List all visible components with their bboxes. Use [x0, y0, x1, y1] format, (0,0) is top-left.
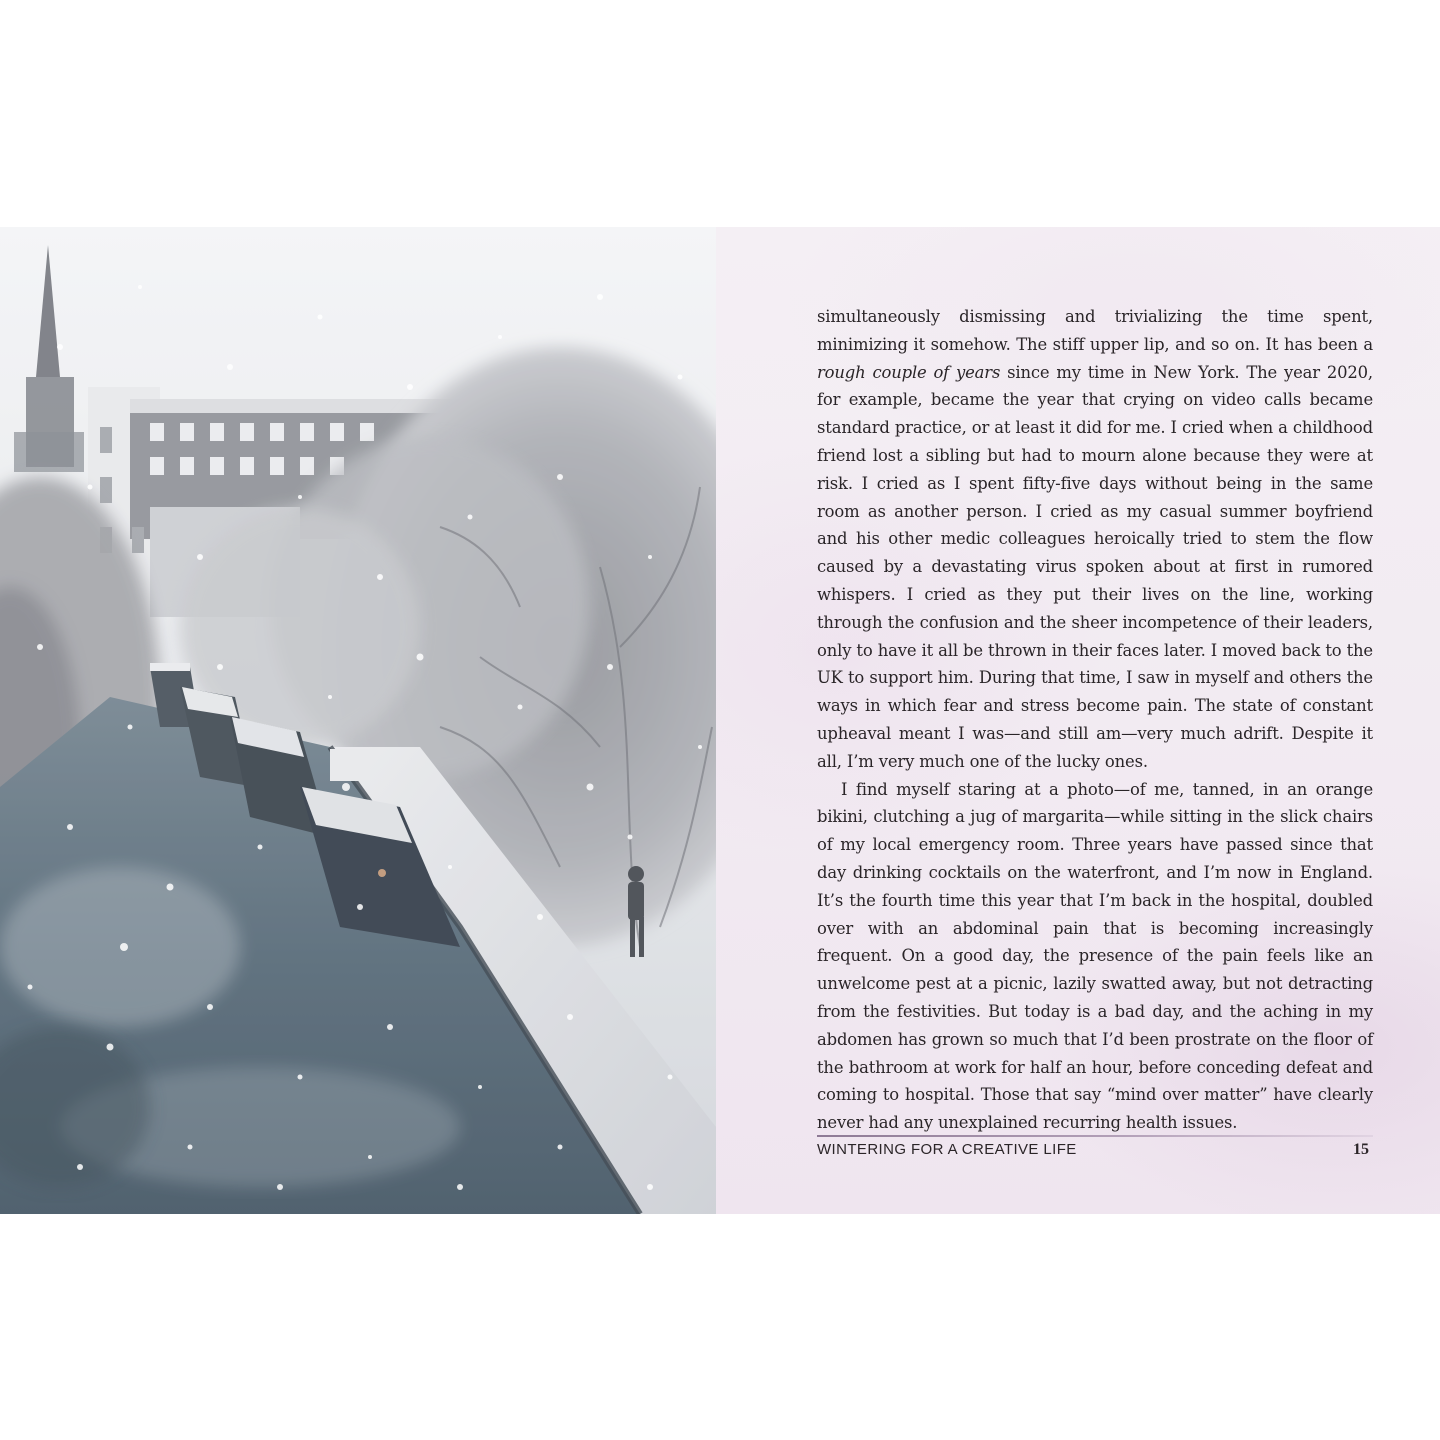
text-page: [716, 227, 1440, 1214]
footer-rule: [817, 1135, 1373, 1137]
paragraph-1-italic-phrase: rough couple of years: [817, 362, 1001, 382]
paragraph-1-start: simultaneously dismissing and trivializing the time spent, minimizing it somehow. The stiff upper lip, and so on. It has been a: [817, 307, 1373, 354]
running-head: WINTERING FOR A CREATIVE LIFE: [817, 1141, 1077, 1158]
canal-photo: [0, 227, 716, 1214]
paragraph-2: I find myself staring at a photo—of me, tanned, in an orange bikini, clutching a jug of margarita—while sitting in the slick chairs of my local emergency room. Three years have passed since that day drinking cocktails on the waterfront, and I’m now in England. It’s the fourth time this year that I’m back in the hospital, doubled over with an abdominal pain that is becoming increasingly frequent. On a good day, the presence of the pain feels like an unwelcome pest at a picnic, lazily swatted away, but not detracting from the festivities. But today is a bad day, and the aching in my abdomen has grown so much that I’d been prostrate on the floor of the bathroom at work for half an hour, before conceding defeat and coming to hospital. Those that say “mind over matter” have clearly never had any unexplained recurring health issues.: [817, 779, 1373, 1133]
page-number: 15: [1353, 1141, 1369, 1158]
book-spread: [0, 227, 1440, 1214]
paragraph-1-end: since my time in New York. The year 2020, for example, became the year that crying on video calls became standard practice, or at least it did for me. I cried when a childhood friend lost a sibling but had to mourn alone because they were at risk. I cried as I spent fifty-five days without being in the same room as another person. I cried as my casual summer boyfriend and his other medic colleagues heroically tried to stem the flow caused by a devastating virus spoken about at first in rumored whispers. I cried as they put their lives on the line, working through the confusion and the sheer incompetence of their leaders, only to have it all be thrown in their faces later. I moved back to the UK to support him. During that time, I saw in myself and others the ways in which fear and stress become pain. The state of constant upheaval meant I was—and still am—very much adrift. Despite it all, I’m very much one of the lucky ones.: [817, 362, 1373, 771]
paragraph-1: [817, 303, 1373, 776]
snowy-canal-illustration: [0, 227, 716, 1214]
body-text: [817, 303, 1373, 1137]
